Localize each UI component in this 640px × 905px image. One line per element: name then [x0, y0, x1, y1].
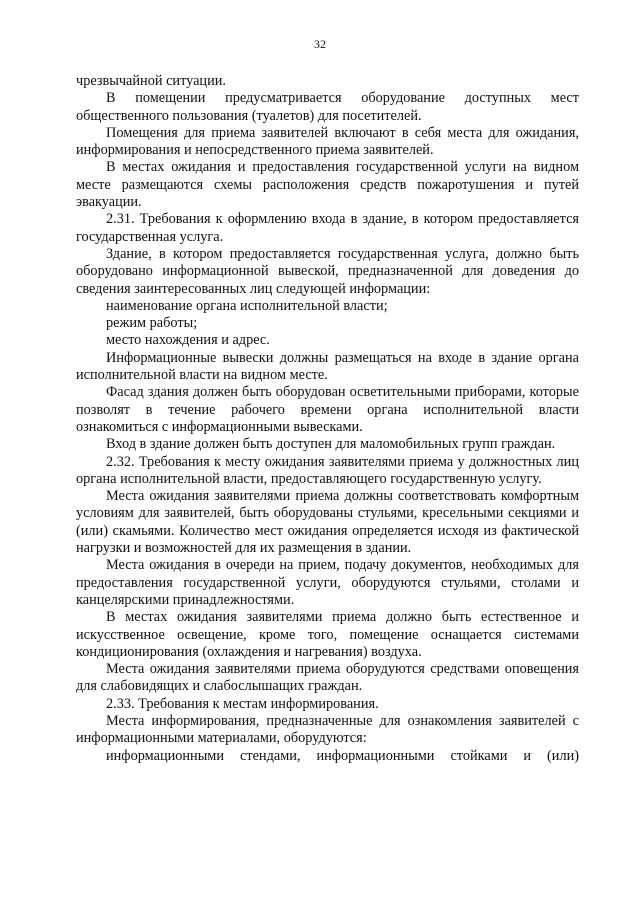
section-heading-2-31: 2.31. Требования к оформлению входа в здание, в котором предоставляется государственная услуга.	[76, 211, 579, 245]
paragraph: В помещении предусматривается оборудование доступных мест общественного пользования (туалетов) для посетителей.	[76, 90, 579, 124]
paragraph: В местах ожидания и предоставления государственной услуги на видном месте размещаются схемы расположения средств пожаротушения и путей эвакуации.	[76, 159, 579, 211]
paragraph: Помещения для приема заявителей включают в себя места для ожидания, информирования и непосредственного приема заявителей.	[76, 124, 579, 159]
page-number: 32	[314, 37, 326, 51]
paragraph: Информационные вывески должны размещаться на входе в здание органа исполнительной власти на видном месте.	[76, 349, 579, 384]
paragraph: Места ожидания заявителями приема должны соответствовать комфортным условиям для заявителей, быть оборудованы стульями, кресельными секциями и (или) скамьями. Количество мест ожидания определяется исходя из фактической нагрузки и возможностей для их размещения в здании.	[76, 488, 579, 557]
body-text	[76, 73, 579, 765]
paragraph: информационными стендами, информационными стойками и (или)	[106, 747, 579, 764]
paragraph: Здание, в котором предоставляется государственная услуга, должно быть оборудовано информационной вывеской, предназначенной для доведения до сведения заинтересованных лиц следующей информации:	[76, 245, 579, 297]
list-item: наименование органа исполнительной власти;	[106, 297, 388, 314]
paragraph: чрезвычайной ситуации.	[76, 73, 226, 89]
section-heading-2-32: 2.32. Требования к месту ожидания заявителями приема у должностных лиц органа исполнительной власти, предоставляющего государственную услугу.	[76, 453, 579, 487]
paragraph: В местах ожидания заявителями приема должно быть естественное и искусственное освещение, кроме того, помещение оснащается системами кондиционирования (охлаждения и нагревания) воздуха.	[76, 609, 579, 660]
list-item: режим работы;	[106, 315, 198, 332]
paragraph: Фасад здания должен быть оборудован осветительными приборами, которые позволят в течение рабочего времени органа исполнительной власти ознакомиться с информационными вывесками.	[76, 384, 579, 435]
section-heading-2-33: 2.33. Требования к местам информирования.	[106, 695, 379, 712]
list-item: место нахождения и адрес.	[106, 332, 270, 349]
paragraph: Места информирования, предназначенные для ознакомления заявителей с информационными материалами, оборудуются:	[76, 712, 579, 747]
paragraph: Места ожидания заявителями приема оборудуются средствами оповещения для слабовидящих и слабослышащих граждан.	[76, 661, 579, 695]
paragraph: Места ожидания в очереди на прием, подачу документов, необходимых для предоставления государственной услуги, оборудуются стульями, столами и канцелярскими принадлежностями.	[76, 557, 579, 608]
paragraph: Вход в здание должен быть доступен для маломобильных групп граждан.	[106, 436, 556, 453]
